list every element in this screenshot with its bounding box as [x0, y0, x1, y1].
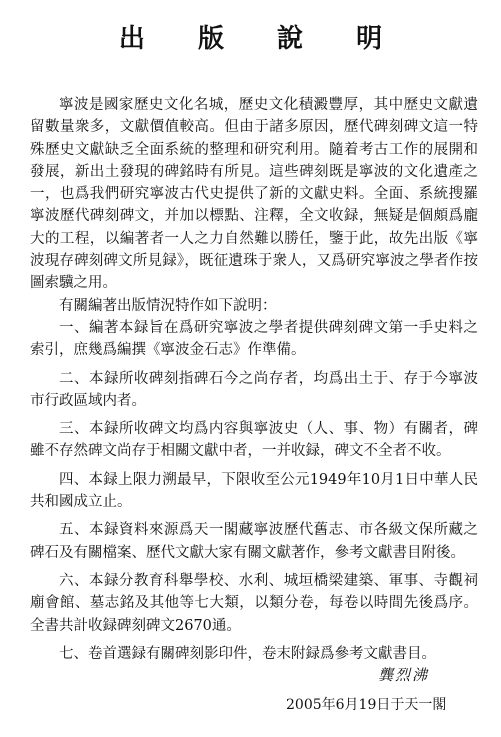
note-item-1: 一、編著本録旨在爲研究寧波之學者提供碑刻碑文第一手史料之索引，庶幾爲編撰《寧波金石志》作準備。	[30, 319, 478, 359]
note-item-7: 七、卷首選録有關碑刻影印件，卷末附録爲參考文獻書目。	[59, 645, 436, 662]
author-signature: 龔烈沸	[378, 666, 430, 684]
note-item-3: 三、本録所收碑文均爲内容與寧波史（人、事、物）有關者，碑雖不存然碑文尚存于相關文獻中者，一并收録，碑文不全者不收。	[30, 421, 478, 460]
note-item-4: 四、本録上限力溯最早，下限收至公元1949年10月1日中華人民共和國成立止。	[30, 471, 478, 511]
document-body	[30, 94, 478, 665]
page-title: 出 版 說 明	[118, 24, 405, 54]
note-item-5: 五、本録資料來源爲天一閣藏寧波歷代舊志、市各級文保所藏之碑石及有關檔案、歷代文獻大家有關文獻著作，參考文獻書目附後。	[30, 522, 478, 561]
note-item-2: 二、本録所收碑刻指碑石今之尚存者，均爲出土于、存于今寧波市行政區域内者。	[30, 370, 478, 409]
note-item-6: 六、本録分教育科舉學校、水利、城垣橋梁建築、軍事、寺觀祠廟會館、墓志銘及其他等七大類，以類分卷，每卷以時間先後爲序。全書共計收録碑刻碑文2670通。	[30, 572, 478, 634]
intro-paragraph: 寧波是國家歷史文化名城，歷史文化積澱豐厚，其中歷史文獻遺留數量衆多，文獻價值較高。但由于諸多原因，歷代碑刻碑文這一特殊歷史文獻缺乏全面系統的整理和研究利用。隨着考古工作的展開和發展，新出土發現的碑銘時有所見。這些碑刻既是寧波的文化遺產之一，也爲我們研究寧波古代史提供了新的文獻史料。全面、系統搜羅寧波歷代碑刻碑文，并加以標點、注釋，全文收録，無疑是個頗爲龐大的工程，以編著者一人之力自然難以勝任，鑒于此，故先出版《寧波現存碑刻碑文所見録》，既征遺珠于衆人，又爲研究寧波之學者作按圖索驥之用。	[30, 97, 478, 292]
signature-date-place: 2005年6月19日于天一閣	[286, 697, 447, 713]
notes-heading: 有關編著出版情況特作如下說明：	[59, 297, 277, 314]
